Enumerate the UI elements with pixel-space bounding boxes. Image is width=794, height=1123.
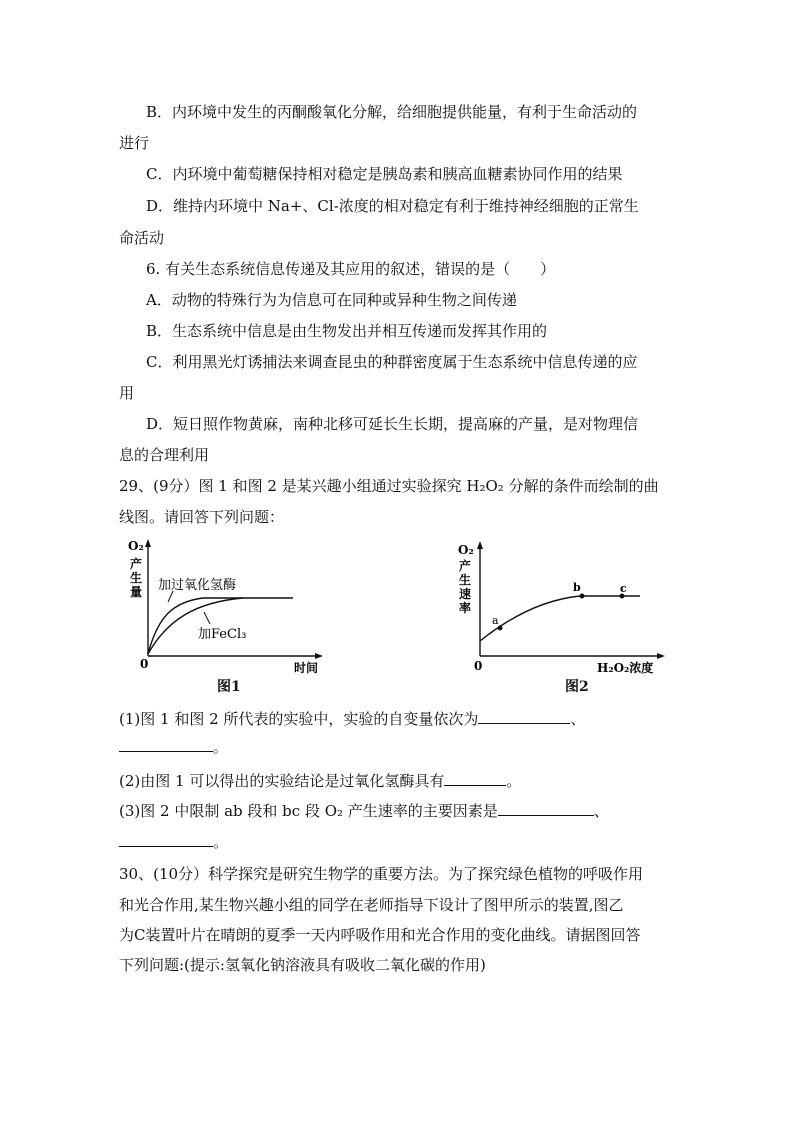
q6-option-c-line1: C．利用黑光灯诱捕法来调查昆虫的种群密度属于生态系统中信息传递的应 bbox=[146, 353, 638, 371]
q29-sub3-blank2[interactable] bbox=[119, 832, 213, 847]
figure-2-y-label-char4: 率 bbox=[459, 601, 472, 615]
q5-option-b-line2: 进行 bbox=[119, 134, 150, 152]
q29-sub1-text: (1)图 1 和图 2 所代表的实验中，实验的自变量依次为 bbox=[119, 710, 479, 728]
figure-1-x-label: 时间 bbox=[294, 661, 319, 675]
figure-1-caption: 图1 bbox=[217, 679, 241, 695]
figure-1-y-label-char2: 生 bbox=[130, 571, 143, 585]
figure-2-point-b-marker bbox=[580, 594, 585, 599]
figure-1-y-label-top: O₂ bbox=[128, 539, 144, 553]
figure-1-graph bbox=[118, 536, 338, 696]
figure-1-fecl3-curve bbox=[148, 598, 243, 654]
q29-sub3-line1 bbox=[119, 801, 609, 821]
q29-sub1-line1 bbox=[119, 709, 585, 729]
q29-sub2-end: 。 bbox=[506, 772, 522, 790]
figure-2-caption: 图2 bbox=[565, 679, 589, 695]
figure-2 bbox=[450, 536, 670, 696]
figure-2-curve bbox=[480, 596, 640, 641]
q29-sub1-end: 。 bbox=[213, 738, 229, 756]
figure-2-y-label-char3: 速 bbox=[459, 587, 472, 601]
q29-stem-line2: 线图。请回答下列问题： bbox=[119, 508, 285, 526]
q29-sub3-end: 。 bbox=[213, 833, 229, 851]
figure-1-fecl3-leader bbox=[204, 612, 210, 624]
q29-stem-line1: 29、(9分）图 1 和图 2 是某兴趣小组通过实验探究 H₂O₂ 分解的条件而绘制的曲 bbox=[119, 477, 659, 495]
q29-sub3-separator: 、 bbox=[593, 802, 609, 820]
figure-1 bbox=[118, 536, 338, 696]
figure-2-graph bbox=[450, 536, 670, 696]
figure-2-point-b-label: b bbox=[573, 581, 581, 594]
q6-option-b: B．生态系统中信息是由生物发出并相互传递而发挥其作用的 bbox=[146, 322, 548, 340]
q5-option-d-line2: 命活动 bbox=[119, 229, 165, 247]
q29-sub2-text: (2)由图 1 可以得出的实验结论是过氧化氢酶具有 bbox=[119, 772, 445, 790]
figure-2-point-c-label: c bbox=[620, 582, 627, 595]
q30-line2: 和光合作用,某生物兴趣小组的同学在老师指导下设计了图甲所示的装置,图乙 bbox=[119, 896, 624, 914]
figure-2-y-label-top: O₂ bbox=[458, 543, 474, 557]
figure-2-y-label-char1: 产 bbox=[459, 559, 472, 573]
figure-1-enzyme-label: 加过氧化氢酶 bbox=[158, 578, 237, 593]
figure-1-y-label-char3: 量 bbox=[130, 585, 143, 599]
q29-sub3-blank1[interactable] bbox=[498, 801, 594, 816]
figure-1-fecl3-label: 加FeCl₃ bbox=[198, 627, 247, 642]
figure-1-y-label-char1: 产 bbox=[130, 557, 143, 571]
q29-sub2-blank[interactable] bbox=[444, 771, 506, 786]
q30-line3: 为C装置叶片在晴朗的夏季一天内呼吸作用和光合作用的变化曲线。请据图回答 bbox=[119, 926, 641, 944]
figure-2-x-arrow bbox=[657, 653, 665, 659]
q29-sub3-line2 bbox=[119, 832, 228, 852]
q29-sub2 bbox=[119, 771, 521, 791]
q29-sub3-text: (3)图 2 中限制 ab 段和 bc 段 O₂ 产生速率的主要因素是 bbox=[119, 802, 498, 820]
q29-sub1-blank1[interactable] bbox=[478, 709, 570, 724]
figure-1-origin: 0 bbox=[140, 657, 149, 671]
q6-stem: 6. 有关生态系统信息传递及其应用的叙述，错误的是（ ） bbox=[146, 260, 556, 278]
figure-2-y-arrow bbox=[477, 541, 483, 549]
q29-sub1-line2 bbox=[119, 737, 228, 757]
figure-2-origin: 0 bbox=[474, 659, 483, 673]
q5-option-d-line1: D．维持内环境中 Na+、Cl-浓度的相对稳定有利于维持神经细胞的正常生 bbox=[146, 197, 639, 215]
q6-option-d-line1: D．短日照作物黄麻，南种北移可延长生长期，提高麻的产量，是对物理信 bbox=[146, 415, 639, 433]
figure-1-y-arrow bbox=[145, 539, 151, 547]
q29-sub1-separator: 、 bbox=[570, 710, 586, 728]
figure-2-point-a-label: a bbox=[492, 614, 499, 627]
figure-1-x-arrow bbox=[315, 653, 323, 659]
q6-option-a: A．动物的特殊行为为信息可在同种或异种生物之间传递 bbox=[146, 291, 517, 309]
q29-sub1-blank2[interactable] bbox=[119, 737, 213, 752]
figure-2-x-label: H₂O₂浓度 bbox=[597, 661, 654, 675]
figure-2-y-label-char2: 生 bbox=[459, 573, 472, 587]
q6-option-c-line2: 用 bbox=[119, 384, 135, 402]
q5-option-c: C．内环境中葡萄糖保持相对稳定是胰岛素和胰高血糖素协同作用的结果 bbox=[146, 165, 623, 183]
q5-option-b-line1: B．内环境中发生的丙酮酸氧化分解，给细胞提供能量，有利于生命活动的 bbox=[146, 103, 638, 121]
q6-option-d-line2: 息的合理利用 bbox=[119, 446, 210, 464]
q30-line4: 下列问题:(提示:氢氧化钠溶液具有吸收二氧化碳的作用) bbox=[119, 956, 486, 974]
q30-line1: 30、(10分）科学探究是研究生物学的重要方法。为了探究绿色植物的呼吸作用 bbox=[119, 865, 644, 883]
